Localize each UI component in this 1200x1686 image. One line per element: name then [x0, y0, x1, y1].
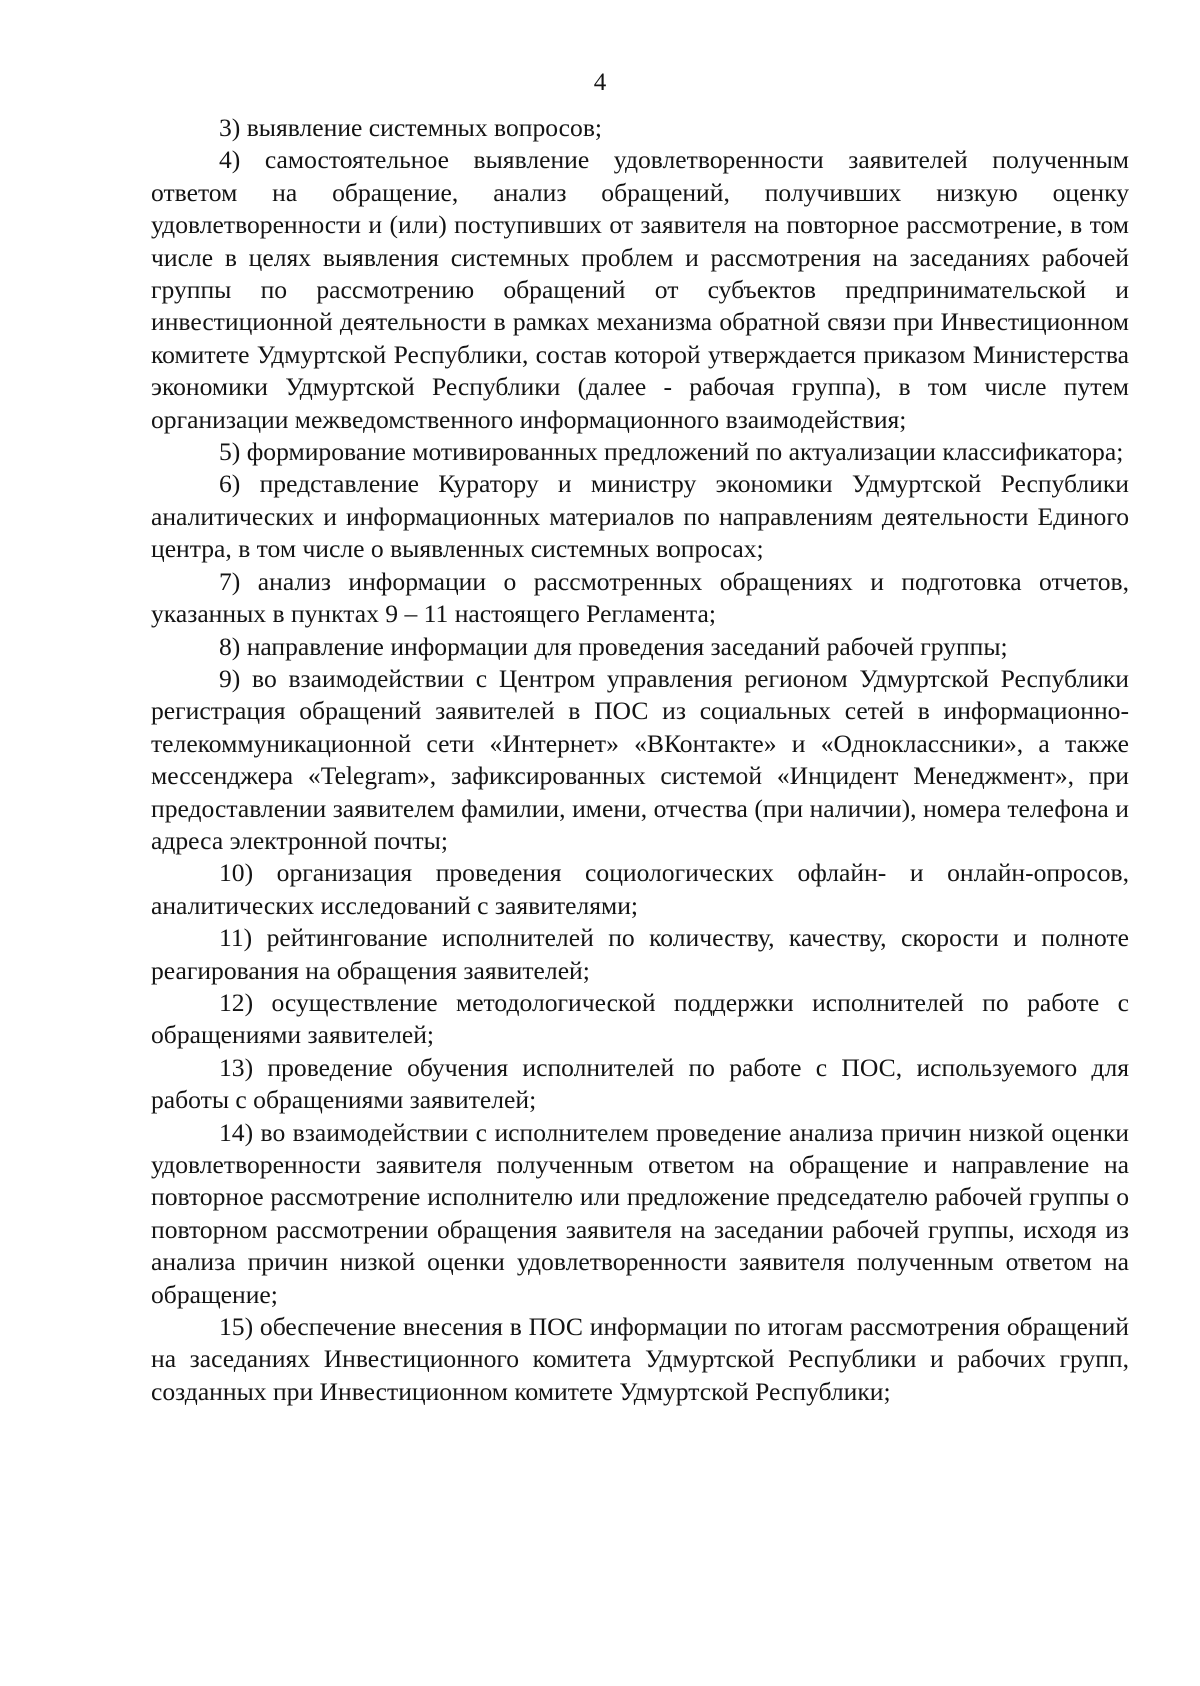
list-item-5: 5) формирование мотивированных предложений по актуализации классификатора; — [219, 437, 1124, 467]
list-item-8: 8) направление информации для проведения заседаний рабочей группы; — [219, 631, 1008, 661]
document-body — [151, 112, 1129, 1408]
page-number: 4 — [593, 69, 607, 96]
list-item-12: 12) осуществление методологической поддержки исполнителей по работе с обращениями заявителей; — [151, 987, 1129, 1050]
list-item-14: 14) во взаимодействии с исполнителем проведение анализа причин низкой оценки удовлетворенности заявителя полученным ответом на обращение и направление на повторное рассмотрение исполнителю или предложение председателю рабочей группы о повторном рассмотрении обращения заявителя на заседании рабочей группы, исходя из анализа причин низкой оценки удовлетворенности заявителя полученным ответом на обращение; — [151, 1117, 1129, 1309]
list-item-11: 11) рейтингование исполнителей по количеству, качеству, скорости и полноте реагирования на обращения заявителей; — [151, 923, 1129, 985]
list-item-10: 10) организация проведения социологических офлайн- и онлайн-опросов, аналитических исследований с заявителями; — [151, 858, 1129, 920]
list-item-15: 15) обеспечение внесения в ПОС информации по итогам рассмотрения обращений на заседаниях Инвестиционного комитета Удмуртской Республики и рабочих групп, созданных при Инвестиционном комитете Удмуртской Республики; — [151, 1312, 1129, 1406]
list-item-4: 4) самостоятельное выявление удовлетворенности заявителей полученным ответом на обращение, анализ обращений, получивших низкую оценку удовлетворенности и (или) поступивших от заявителя на повторное рассмотрение, в том числе в целях выявления системных проблем и рассмотрения на заседаниях рабочей группы по рассмотрению обращений от субъектов предпринимательской и инвестиционной деятельности в рамках механизма обратной связи при Инвестиционном комитете Удмуртской Республики, состав которой утверждается приказом Министерства экономики Удмуртской Республики (далее - рабочая группа), в том числе путем организации межведомственного информационного взаимодействия; — [151, 145, 1129, 434]
list-item-6: 6) представление Куратору и министру экономики Удмуртской Республики аналитических и информационных материалов по направлениям деятельности Единого центра, в том числе о выявленных системных вопросах; — [151, 469, 1129, 564]
list-item-13: 13) проведение обучения исполнителей по работе с ПОС, используемого для работы с обращениями заявителей; — [151, 1052, 1129, 1115]
list-item-7: 7) анализ информации о рассмотренных обращениях и подготовка отчетов, указанных в пунктах 9 – 11 настоящего Регламента; — [151, 566, 1129, 629]
list-item-9: 9) во взаимодействии с Центром управления регионом Удмуртской Республики регистрация обращений заявителей в ПОС из социальных сетей в информационно-телекоммуникационной сети «Интернет» «ВКонтакте» и «Одноклассники», а также мессенджера «Telegram», зафиксированных системой «Инцидент Менеджмент», при предоставлении заявителем фамилии, имени, отчества (при наличии), номера телефона и адреса электронной почты; — [151, 663, 1129, 855]
list-item-3: 3) выявление системных вопросов; — [219, 113, 603, 142]
